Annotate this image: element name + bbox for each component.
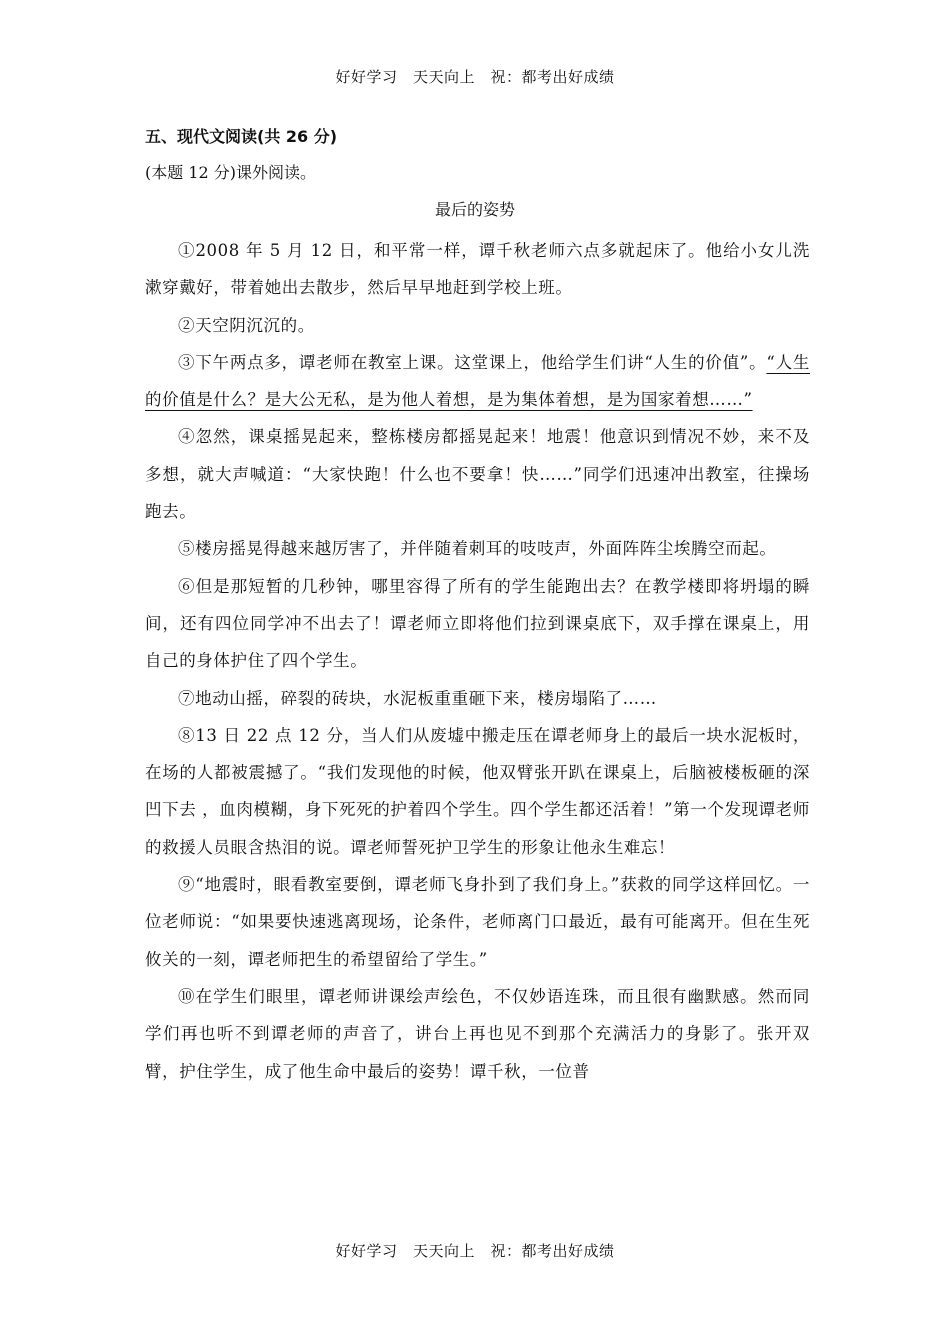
paragraph-1: ①2008 年 5 月 12 日，和平常一样，谭千秋老师六点多就起床了。他给小女儿洗漱穿戴好，带着她出去散步，然后早早地赶到学校上班。 (145, 241, 810, 298)
paragraph-3-text: ③下午两点多，谭老师在教室上课。这堂课上，他给学生们讲“人生的价值”。 (178, 352, 767, 372)
underlined-sentence: “人生的价值是什么？是大公无私，是为他人着想，是为集体着想，是为国家着想……” (145, 352, 810, 410)
article-body (145, 232, 810, 1090)
paragraph-8: ⑧13 日 22 点 12 分，当人们从废墟中搬走压在谭老师身上的最后一块水泥板时，在场的人都被震撼了。“我们发现他的时候，他双臂张开趴在课桌上，后脑被楼板砸的深凹下去 ，血肉模糊，身下死死的护着四个学生。四个学生都还活着！”第一个发现谭老师的救援人员眼含热泪的说。谭老师誓死护卫学生的形象让他永生难忘！ (145, 725, 810, 857)
article-title: 最后的姿势 (434, 200, 515, 219)
paragraph-9: ⑨“地震时，眼看教室要倒，谭老师飞身扑到了我们身上。”获救的同学这样回忆。一位老师说：“如果要快速逃离现场，论条件，老师离门口最近，最有可能离开。但在生死攸关的一刻，谭老师把生的希望留给了学生。” (145, 875, 810, 969)
question-intro: (本题 12 分)课外阅读。 (145, 163, 317, 182)
page-footer: 好好学习 天天向上 祝：都考出好成绩 (335, 1242, 615, 1260)
section-title: 五、现代文阅读(共 26 分) (145, 127, 338, 146)
paragraph-6: ⑥但是那短暂的几秒钟，哪里容得了所有的学生能跑出去？在教学楼即将坍塌的瞬间，还有四位同学冲不出去了！谭老师立即将他们拉到课桌底下，双手撑在课桌上，用自己的身体护住了四个学生。 (145, 576, 810, 671)
paragraph-10: ⑩在学生们眼里，谭老师讲课绘声绘色，不仅妙语连珠，而且很有幽默感。然而同学们再也听不到谭老师的声音了，讲台上再也见不到那个充满活力的身影了。张开双臂，护住学生，成了他生命中最后的姿势！谭千秋，一位普 (145, 986, 810, 1081)
paragraph-4: ④忽然，课桌摇晃起来，整栋楼房都摇晃起来！地震！他意识到情况不妙，来不及多想，就大声喊道：“大家快跑！什么也不要拿！快……”同学们迅速冲出教室，往操场跑去。 (145, 427, 810, 522)
paragraph-7: ⑦地动山摇，碎裂的砖块，水泥板重重砸下来，楼房塌陷了…… (178, 688, 657, 708)
page-header: 好好学习 天天向上 祝：都考出好成绩 (335, 68, 615, 86)
paragraph-2: ②天空阴沉沉的。 (178, 315, 315, 335)
paragraph-3 (145, 344, 810, 419)
paragraph-5: ⑤楼房摇晃得越来越厉害了，并伴随着刺耳的吱吱声，外面阵阵尘埃腾空而起。 (178, 539, 777, 559)
